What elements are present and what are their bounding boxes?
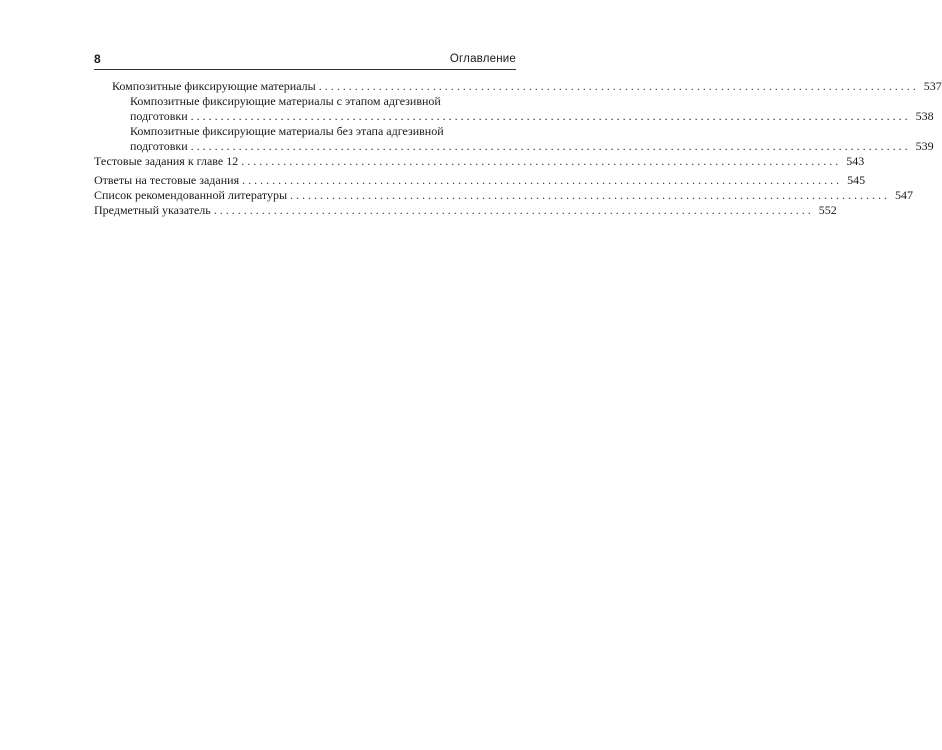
toc-entry-page: 545 — [847, 173, 866, 187]
toc-entry-page: 538 — [915, 109, 934, 123]
toc-entry-without-adhesive — [94, 124, 934, 154]
toc-entry-label-line2: подготовки — [130, 139, 188, 153]
toc-entry-page: 543 — [846, 154, 865, 168]
toc-leader-dots — [242, 173, 839, 188]
toc-entry-subject-index — [94, 203, 837, 218]
toc-entry-test-answers — [94, 173, 866, 188]
toc-entry-page: 547 — [895, 188, 914, 202]
toc-entry-bibliography — [94, 188, 914, 203]
table-of-contents — [94, 79, 942, 218]
toc-entry-label: Тестовые задания к главе 12 — [94, 154, 239, 168]
toc-entry-test-chapter-12 — [94, 154, 865, 169]
toc-leader-dots — [214, 203, 811, 218]
toc-entry-label: Предметный указатель — [94, 203, 211, 217]
toc-leader-dots: . . . . . . . . . . . . . . . . . . . . . . . . . . . . . . . . . . . . . . . . . . . . . . . . . . . . . . . . . . . . . . . . . . . . . . . . . . . . . . . . . . . . . . . . . . . . . . . . . . . . . . . . . . . . . . . . . . . . . . . . — [190, 109, 908, 123]
toc-entry-label: Композитные фиксирующие материалы — [112, 79, 316, 93]
toc-leader-dots — [290, 188, 887, 203]
toc-entry-label: Ответы на тестовые задания — [94, 173, 240, 187]
toc-leader-dots: . . . . . . . . . . . . . . . . . . . . . . . . . . . . . . . . . . . . . . . . . . . . . . . . . . . . . . . . . . . . . . . . . . . . . . . . . . . . . . . . . . . . . . . . . . . . . . . . . . . . . . . . . . . . . . . . . . . . . . . . — [190, 139, 908, 153]
toc-entry-page: 537 — [923, 79, 942, 93]
toc-entry-page: 552 — [818, 203, 837, 217]
toc-entry-label-line1: Композитные фиксирующие материалы с этапом адгезивной — [130, 94, 441, 108]
toc-leader-dots — [241, 154, 838, 169]
toc-entry-page: 539 — [915, 139, 934, 153]
running-title: Оглавление — [449, 53, 516, 65]
toc-entry-with-adhesive — [94, 94, 934, 124]
toc-entry-composite-luting — [94, 79, 942, 94]
toc-entry-label-line1: Композитные фиксирующие материалы без этапа адгезивной — [130, 124, 444, 138]
header-divider — [94, 69, 516, 70]
toc-entry-label: Список рекомендованной литературы — [94, 188, 288, 202]
toc-entry-label-line2: подготовки — [130, 109, 188, 123]
toc-leader-dots — [319, 79, 916, 94]
page-number: 8 — [94, 52, 101, 66]
page-header — [94, 52, 516, 70]
